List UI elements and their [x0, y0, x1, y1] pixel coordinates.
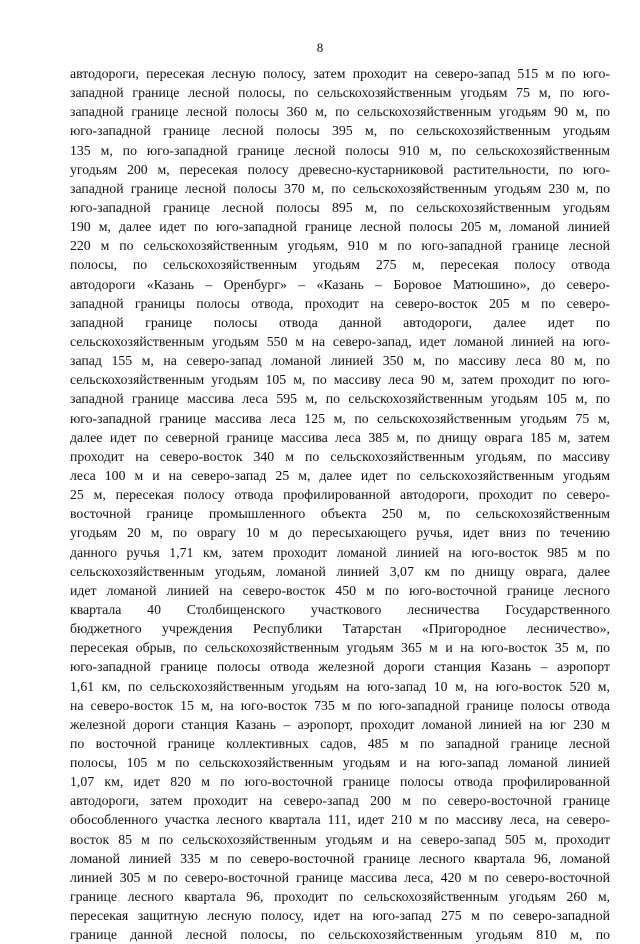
text-line: по восточной границе коллективных садов, 485 м по западной границе лесной	[70, 735, 610, 751]
text-line: проходит на северо-восток 340 м по сельскохозяйственным угодьям, по массиву	[70, 448, 610, 464]
text-line: сельскохозяйственным угодьям 550 м на северо-запад, идет ломаной линией на юго-	[70, 333, 610, 349]
text-line: полосы, 105 м по сельскохозяйственным угодьям и на юго-запад ломаной линией	[70, 755, 610, 771]
text-line: западной границе лесной полосы, по сельскохозяйственным угодьям 75 м, по юго-	[70, 85, 610, 101]
text-line: юго-западной границе массива леса 125 м, по сельскохозяйственным угодьям 75 м,	[70, 410, 610, 426]
text-line: данного ручья 1,71 км, затем проходит ломаной линией на юго-восток 985 м по	[70, 544, 610, 560]
text-line: западной границе массива леса 595 м, по сельскохозяйственным угодьям 105 м, по	[70, 391, 610, 407]
text-line: пересекая обрыв, по сельскохозяйственным угодьям 365 м и на юго-восток 35 м, по	[70, 640, 610, 656]
text-line: квартала 40 Столбищенского участкового лесничества Государственного	[70, 601, 610, 617]
text-line: далее идет по северной границе массива леса 385 м, по днищу оврага 185 м, затем	[70, 429, 610, 445]
page-number: 8	[316, 40, 324, 55]
text-line: 220 м по сельскохозяйственным угодьям, 910 м по юго-западной границе лесной	[70, 238, 610, 254]
text-line: юго-западной границе полосы отвода железной дороги станция Казань – аэропорт	[70, 659, 610, 675]
text-line: западной границы полосы отвода, проходит на северо-восток 205 м по северо-	[70, 295, 610, 311]
text-line: западной границе лесной полосы 360 м, по сельскохозяйственным угодьям 90 м, по	[70, 104, 610, 120]
text-line: сельскохозяйственным угодьям, ломаной линией 3,07 км по днищу оврага, далее	[70, 563, 610, 579]
text-line: юго-западной границе лесной полосы 395 м, по сельскохозяйственным угодьям	[70, 123, 610, 139]
text-line: западной границе лесной полосы 370 м, по сельскохозяйственным угодьям 230 м, по	[70, 180, 610, 196]
text-line: железной дороги станция Казань – аэропорт, проходит ломаной линией на юг 230 м	[70, 716, 610, 732]
text-line: на северо-восток 15 м, на юго-восток 735 м по юго-западной границе полосы отвода	[70, 697, 610, 713]
text-line: леса 100 м и на северо-запад 25 м, далее идет по сельскохозяйственным угодьям	[70, 467, 610, 483]
text-line: идет ломаной линией на северо-восток 450 м по юго-восточной границе лесного	[70, 582, 610, 598]
text-line: западной границе полосы отвода данной автодороги, далее идет по	[70, 314, 610, 330]
text-line: бюджетного учреждения Республики Татарстан «Пригородное лесничество»,	[70, 621, 610, 637]
text-line: угодьям 200 м, пересекая полосу древесно-кустарниковой растительности, по юго-	[70, 161, 610, 177]
text-line: 1,07 км, идет 820 м по юго-восточной границе полосы отвода профилированной	[70, 774, 610, 790]
text-line: автодороги «Казань – Оренбург» – «Казань – Боровое Матюшино», до северо-	[70, 276, 610, 292]
text-line: 190 м, далее идет по юго-западной границе лесной полосы 205 м, ломаной линией	[70, 219, 610, 235]
text-line: 135 м, по юго-западной границе лесной полосы 910 м, по сельскохозяйственным	[70, 142, 610, 158]
text-line: автодороги, затем проходит на северо-запад 200 м по северо-восточной границе	[70, 793, 610, 809]
text-line: пересекая защитную лесную полосу, идет на юго-запад 275 м по северо-западной	[70, 908, 610, 924]
body-text	[70, 64, 610, 944]
text-line: полосы, по сельскохозяйственным угодьям 275 м, пересекая полосу отвода	[70, 257, 610, 273]
text-line: границе данной лесной полосы, по сельскохозяйственным угодьям 810 м, по	[70, 927, 610, 943]
text-line: восток 85 м по сельскохозяйственным угодьям и на северо-запад 505 м, проходит	[70, 831, 610, 847]
text-line: юго-западной границе лесной полосы 895 м, по сельскохозяйственным угодьям	[70, 199, 610, 215]
text-line: 1,61 км, по сельскохозяйственным угодьям на юго-запад 10 м, на юго-восток 520 м,	[70, 678, 610, 694]
text-line: 25 м, пересекая полосу отвода профилированной автодороги, проходит по северо-	[70, 487, 610, 503]
text-line: сельскохозяйственным угодьям 105 м, по массиву леса 90 м, затем проходит по юго-	[70, 372, 610, 388]
text-line: линией 305 м по северо-восточной границе массива леса, 420 м по северо-восточной	[70, 869, 610, 885]
text-line: обособленного участка лесного квартала 111, идет 210 м по массиву леса, на северо-	[70, 812, 610, 828]
text-line: угодьям 20 м, по оврагу 10 м до пересыхающего ручья, идет вниз по течению	[70, 525, 610, 541]
text-line: границе лесного квартала 96, проходит по сельскохозяйственным угодьям 260 м,	[70, 889, 610, 905]
text-line: восточной границе промышленного объекта 250 м, по сельскохозяйственным	[70, 506, 610, 522]
text-line: запад 155 м, на северо-запад ломаной линией 350 м, по массиву леса 80 м, по	[70, 353, 610, 369]
text-line: ломаной линией 335 м по северо-восточной границе лесного квартала 96, ломаной	[70, 850, 610, 866]
text-line: автодороги, пересекая лесную полосу, затем проходит на северо-запад 515 м по юго-	[70, 66, 610, 81]
